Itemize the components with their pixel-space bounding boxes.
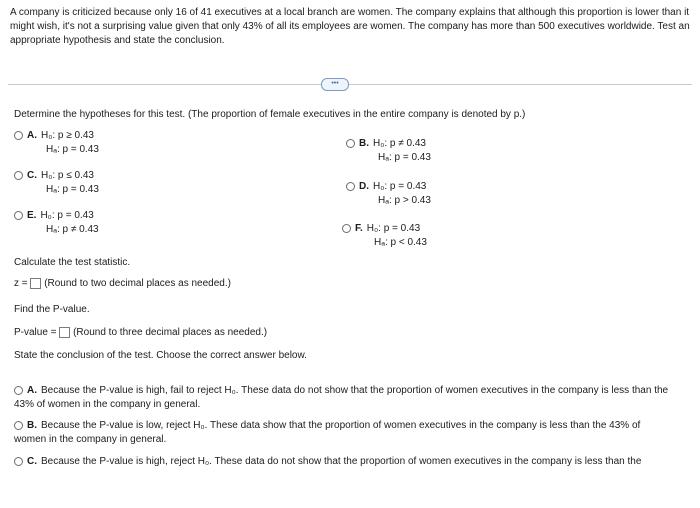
statistic-row bbox=[14, 278, 231, 289]
hypothesis-option-d[interactable]: D. H₀: p = 0.43 Hₐ: p > 0.43 bbox=[346, 180, 431, 208]
pvalue-label: P-value = bbox=[14, 327, 57, 339]
radio-b[interactable] bbox=[346, 139, 355, 148]
pvalue-round-note: (Round to three decimal places as needed.) bbox=[73, 327, 268, 339]
hypotheses-prompt: Determine the hypotheses for this test. (The proportion of female executives in the entire company is denoted by p.) bbox=[14, 109, 526, 120]
radio-e[interactable] bbox=[14, 211, 23, 220]
hypothesis-option-a[interactable]: A. H₀: p ≥ 0.43 Hₐ: p = 0.43 bbox=[14, 129, 99, 157]
pvalue-answer-input[interactable] bbox=[59, 327, 70, 338]
section-divider bbox=[8, 84, 692, 85]
z-label: z = bbox=[14, 278, 28, 290]
hypothesis-option-b[interactable]: B. H₀: p ≠ 0.43 Hₐ: p = 0.43 bbox=[346, 137, 431, 165]
hypothesis-option-c[interactable]: C. H₀: p ≤ 0.43 Hₐ: p = 0.43 bbox=[14, 169, 99, 197]
conclusion-radio-a[interactable] bbox=[14, 386, 23, 395]
conclusion-prompt: State the conclusion of the test. Choose the correct answer below. bbox=[14, 350, 307, 361]
pvalue-prompt: Find the P-value. bbox=[14, 304, 90, 315]
pvalue-row bbox=[14, 327, 267, 338]
radio-c[interactable] bbox=[14, 171, 23, 180]
radio-f[interactable] bbox=[342, 224, 351, 233]
conclusion-option-a[interactable]: A. Because the P-value is high, fail to reject H₀. These data do not show that the proportion of women executives in the company is less than the 43% of women in the company in general. bbox=[14, 385, 669, 410]
expand-more-button[interactable]: ••• bbox=[321, 78, 349, 91]
photo-glare bbox=[270, 245, 330, 285]
conclusion-radio-c[interactable] bbox=[14, 457, 23, 466]
hypothesis-option-f[interactable]: F. H₀: p = 0.43 Hₐ: p < 0.43 bbox=[342, 222, 427, 250]
conclusion-option-b[interactable]: B. Because the P-value is low, reject H₀. These data show that the proportion of women executives in the company is less than the 43% of women in the company in general. bbox=[14, 420, 641, 445]
radio-a[interactable] bbox=[14, 131, 23, 140]
z-round-note: (Round to two decimal places as needed.) bbox=[44, 278, 231, 290]
statistic-prompt: Calculate the test statistic. bbox=[14, 257, 131, 268]
hypothesis-option-e[interactable]: E. H₀: p = 0.43 Hₐ: p ≠ 0.43 bbox=[14, 209, 99, 237]
problem-statement: A company is criticized because only 16 of 41 executives at a local branch are women. The company explains that although this proportion is lower than it might wish, it's not a surprising value given that only 43% of all its employees are women. The company has more than 500 executives worldwide. Test an appropriate hypothesis and state the conclusion. bbox=[10, 7, 690, 46]
radio-d[interactable] bbox=[346, 182, 355, 191]
conclusion-option-c[interactable]: C. Because the P-value is high, reject H₀. These data do not show that the proportion of women executives in the company is less than the bbox=[14, 455, 674, 469]
z-answer-input[interactable] bbox=[30, 278, 41, 289]
conclusion-radio-b[interactable] bbox=[14, 421, 23, 430]
